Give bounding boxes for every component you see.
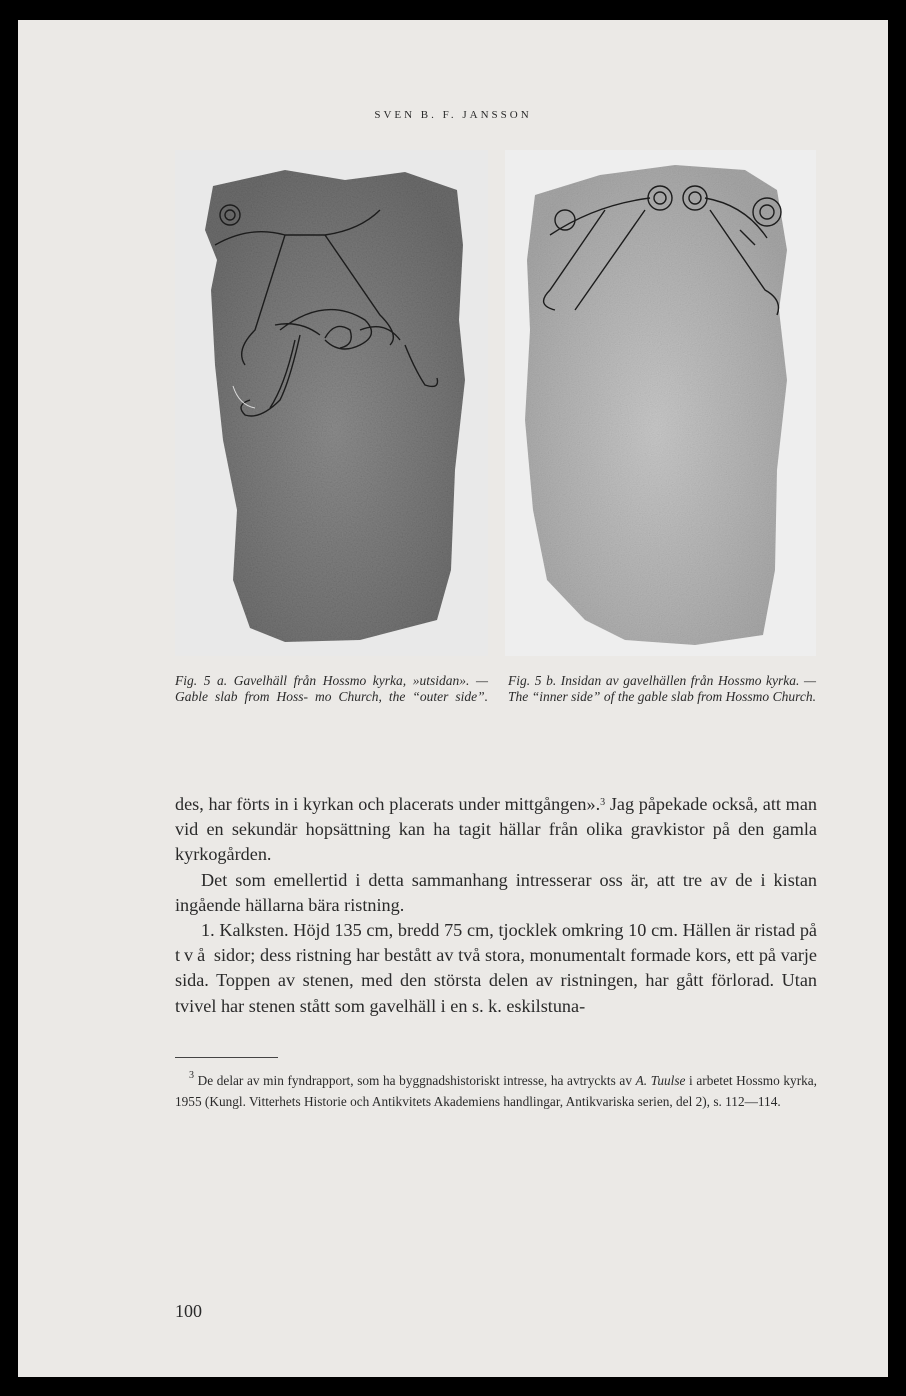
figure-5a-caption	[175, 673, 488, 721]
figure-5b-caption-line: Fig. 5 b. Insidan av gavelhällen från	[508, 673, 714, 688]
body-text	[175, 792, 817, 1019]
footnote	[175, 1070, 817, 1113]
figure-5a-caption-line: »utsidan». — Gable slab from Hoss-	[175, 673, 488, 704]
paragraph	[175, 918, 817, 1019]
book-page	[18, 20, 888, 1377]
figure-5b-caption-line: the gable slab from Hossmo Church.	[617, 689, 817, 704]
figure-5a-caption-line: mo Church, the “outer side”.	[315, 689, 488, 704]
footnote-divider	[175, 1057, 278, 1058]
footnote-text: i arbetet Hossmo kyrka, 1955 (Kungl. Vitterhets Historie och Antikvitets Akademiens handlingar, Antikvariska serien, del 2), s. 112—114.	[175, 1073, 818, 1110]
figure-5b-caption	[508, 673, 816, 721]
figure-5a-caption-line: Fig. 5 a. Gavelhäll från Hossmo kyrka,	[175, 673, 407, 688]
paragraph-text: des, har förts in i kyrkan och placerats under mittgången».	[175, 794, 601, 814]
footnotes	[175, 1070, 817, 1113]
stone-slab-outer-image	[175, 150, 488, 656]
footnote-reference[interactable]: 3	[600, 797, 606, 808]
page-number: 100	[175, 1301, 202, 1321]
emphasized-word: två	[175, 945, 210, 966]
stone-slab-inner-image	[505, 150, 816, 656]
footnote-text: De delar av min fyndrapport, som ha byggnadshistoriskt intresse, ha avtryckts av	[194, 1073, 636, 1088]
paragraph	[175, 792, 817, 868]
paragraph-text: Jag påpekade också, att man vid en sekundär hopsättning kan ha tagit hällar från olika gravkistor på den gamla kyrkogården.	[175, 794, 817, 865]
paragraph-text: sidor; dess ristning har bestått av två stora, monumentalt formade kors, ett på varje sida. Toppen av stenen, med den största delen av ristningen, har gått förlorad. Utan tvivel har stenen stått som gavelhäll i en s. k. eskilstuna-	[175, 945, 817, 1016]
running-head: SVEN B. F. JANSSON	[374, 109, 532, 121]
footnote-number: 3	[189, 1070, 194, 1081]
figure-5b-photo	[505, 150, 816, 656]
figure-5a-photo	[175, 150, 488, 656]
paragraph: Det som emellertid i detta sammanhang intresserar oss är, att tre av de i kistan ingående hällarna bära ristning.	[175, 869, 817, 915]
figure-5b-caption-line: Hossmo kyrka. — The “inner side” of	[508, 673, 816, 704]
footnote-author: A. Tuulse	[635, 1073, 686, 1088]
paragraph-text: 1. Kalksten. Höjd 135 cm, bredd 75 cm, tjocklek omkring 10 cm. Hällen är ristad på	[201, 920, 817, 941]
